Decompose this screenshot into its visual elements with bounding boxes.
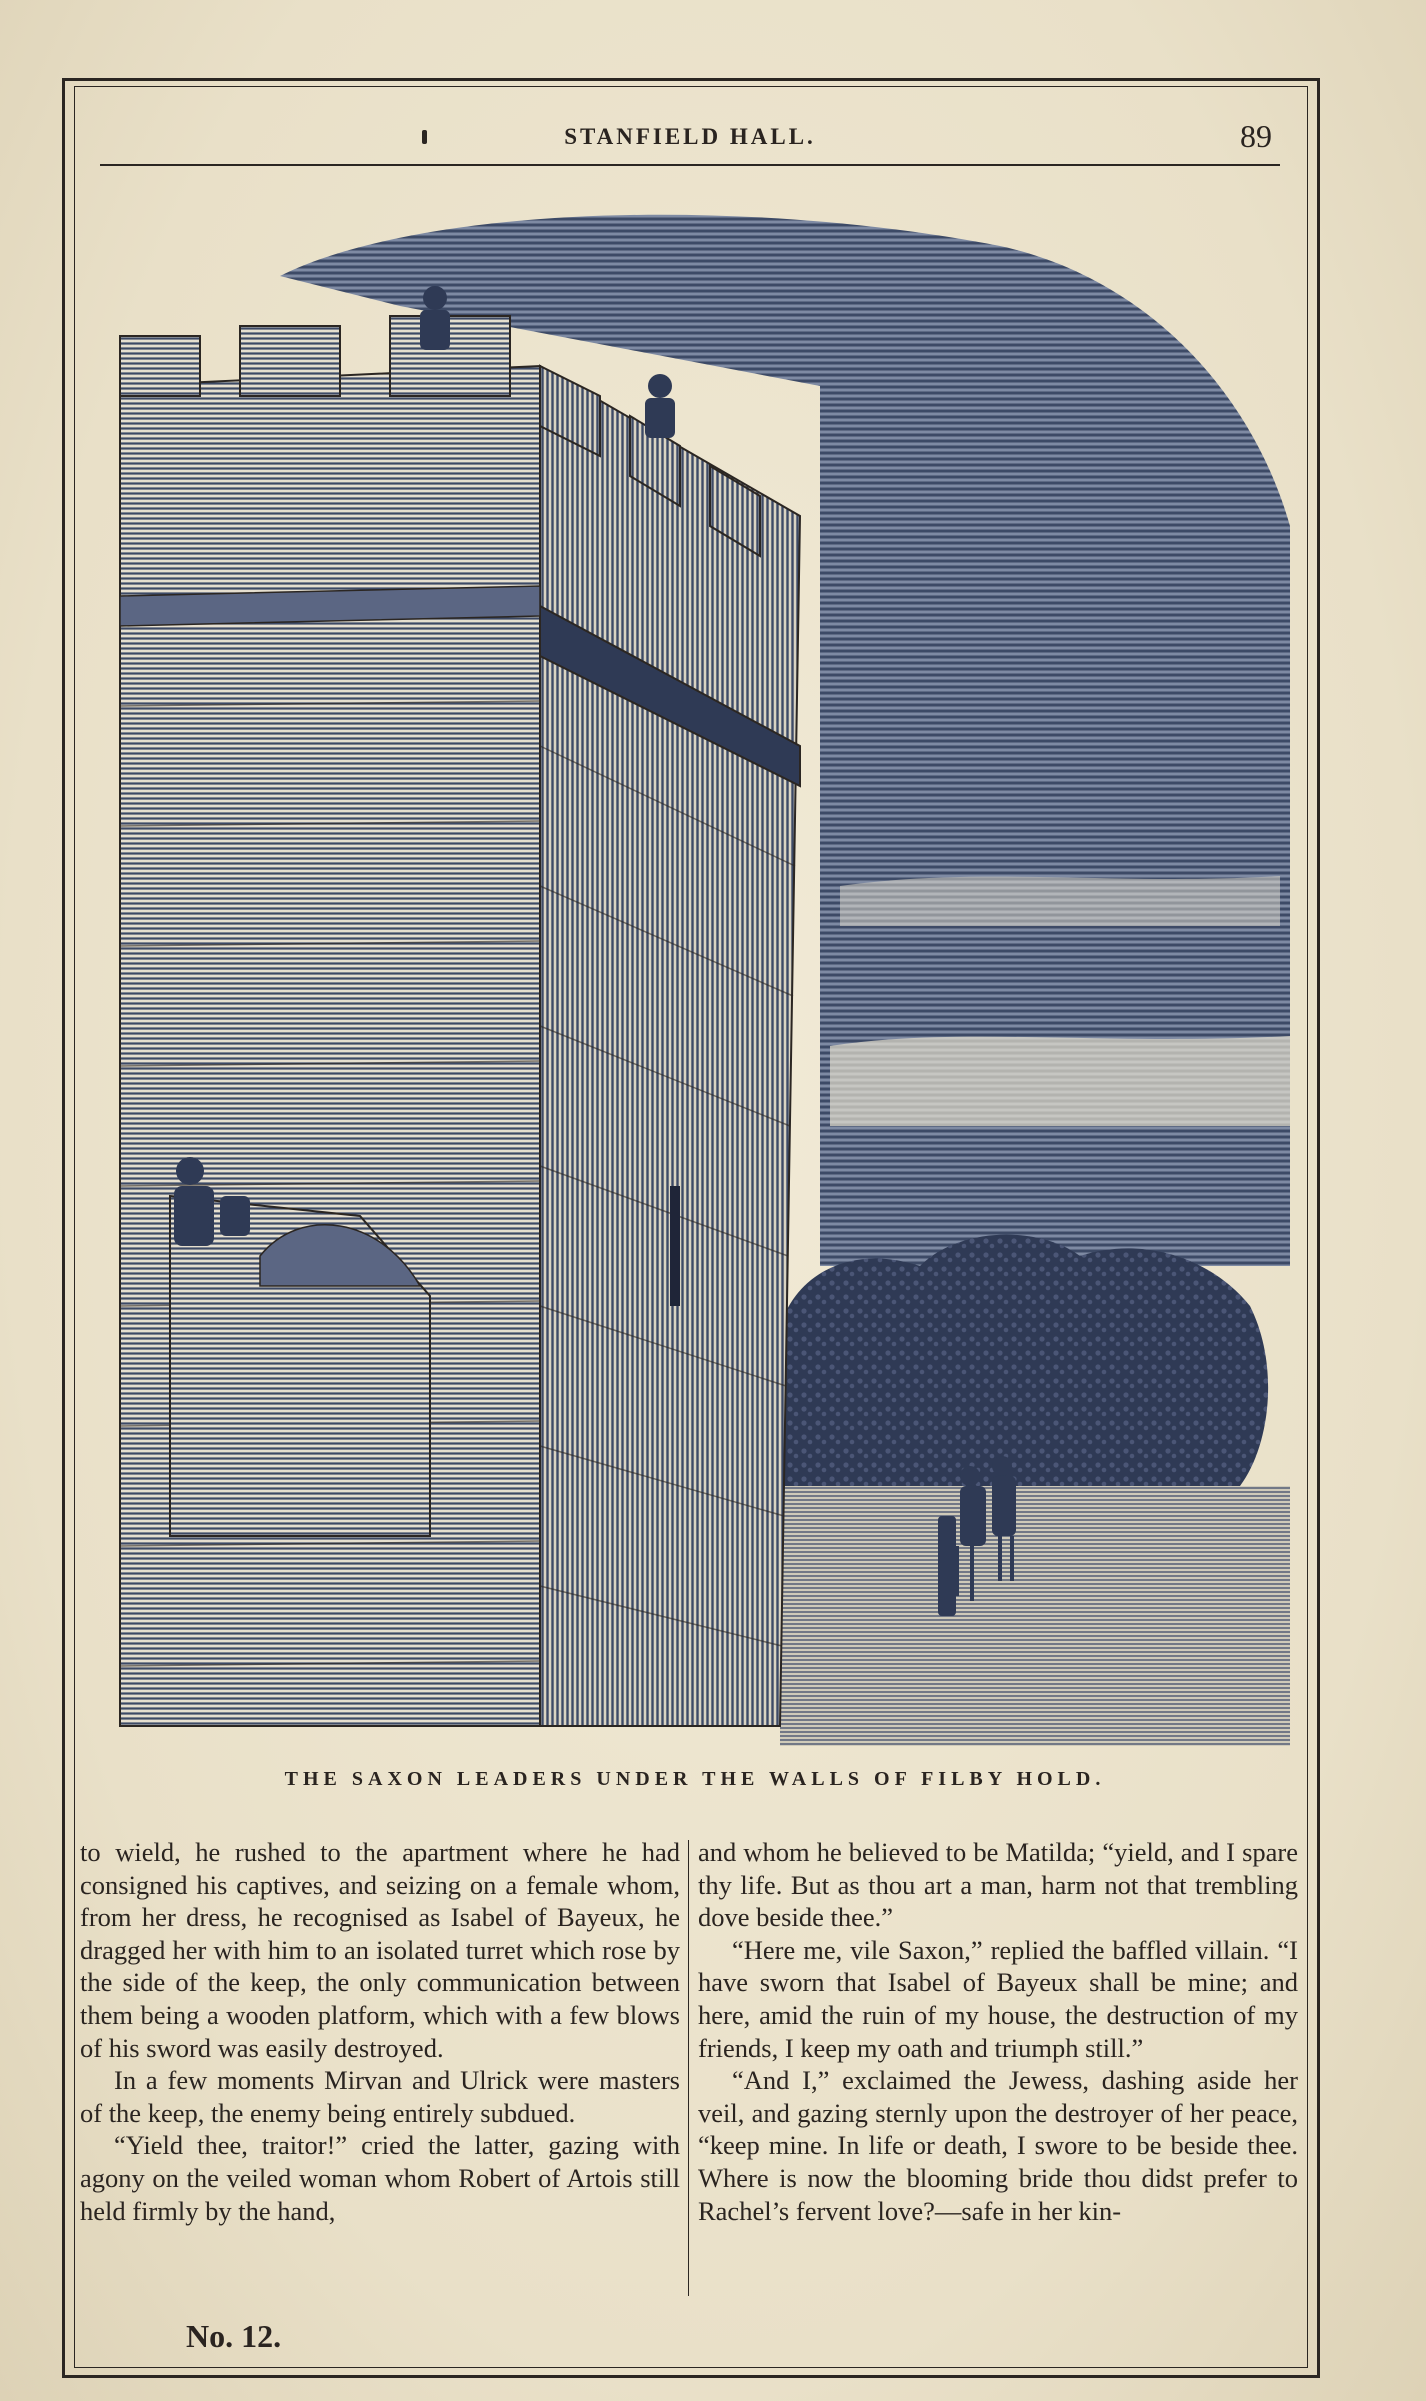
engraving-illustration xyxy=(100,186,1290,1746)
running-title: STANFIELD HALL. xyxy=(564,124,816,149)
paragraph: to wield, he rushed to the apartment where he had consigned his captives, and seizing on a female whom, from her dress, he recognised as Isabel of Bayeux, he dragged her with him to an isolated turret which rose by the side of the keep, the only communication between them being a wooden platform, which with a few blows of his sword was easily destroyed. xyxy=(80,1837,680,2063)
text-column-left xyxy=(80,1836,680,2227)
battlements xyxy=(120,316,510,396)
signature-mark: No. 12. xyxy=(186,2318,282,2354)
paragraph: “Here me, vile Saxon,” replied the baffled villain. “I have sworn that Isabel of Bayeux shall be mine; and here, amid the ruin of my house, the destruction of my friends, I keep my oath and triumph still.” xyxy=(698,1934,1298,2063)
illustration-caption: THE SAXON LEADERS UNDER THE WALLS OF FILBY HOLD. xyxy=(284,1768,1106,1790)
paragraph: “And I,” exclaimed the Jewess, dashing aside her veil, and gazing sternly upon the destroyer of her peace, “keep mine. In life or death, I swore to be beside thee. Where is now the blooming bride thou didst prefer to Rachel’s fervent love?—safe in her kin- xyxy=(698,2065,1298,2226)
page-number: 89 xyxy=(1240,118,1272,154)
header-rule xyxy=(100,164,1280,166)
paragraph: and whom he believed to be Matilda; “yield, and I spare thy life. But as thou art a man, harm not that trembling dove beside thee.” xyxy=(698,1837,1298,1933)
column-divider xyxy=(688,1840,689,2296)
paragraph: In a few moments Mirvan and Ulrick were masters of the keep, the enemy being entirely subdued. xyxy=(80,2065,680,2128)
text-column-right xyxy=(698,1836,1298,2227)
tower-side xyxy=(540,366,800,1726)
page-header xyxy=(100,112,1280,162)
paragraph: “Yield thee, traitor!” cried the latter, gazing with agony on the veiled woman whom Robert of Artois still held firmly by the hand, xyxy=(80,2130,680,2226)
road xyxy=(780,1486,1290,1746)
trees xyxy=(780,1235,1268,1486)
slit-window xyxy=(670,1186,680,1306)
